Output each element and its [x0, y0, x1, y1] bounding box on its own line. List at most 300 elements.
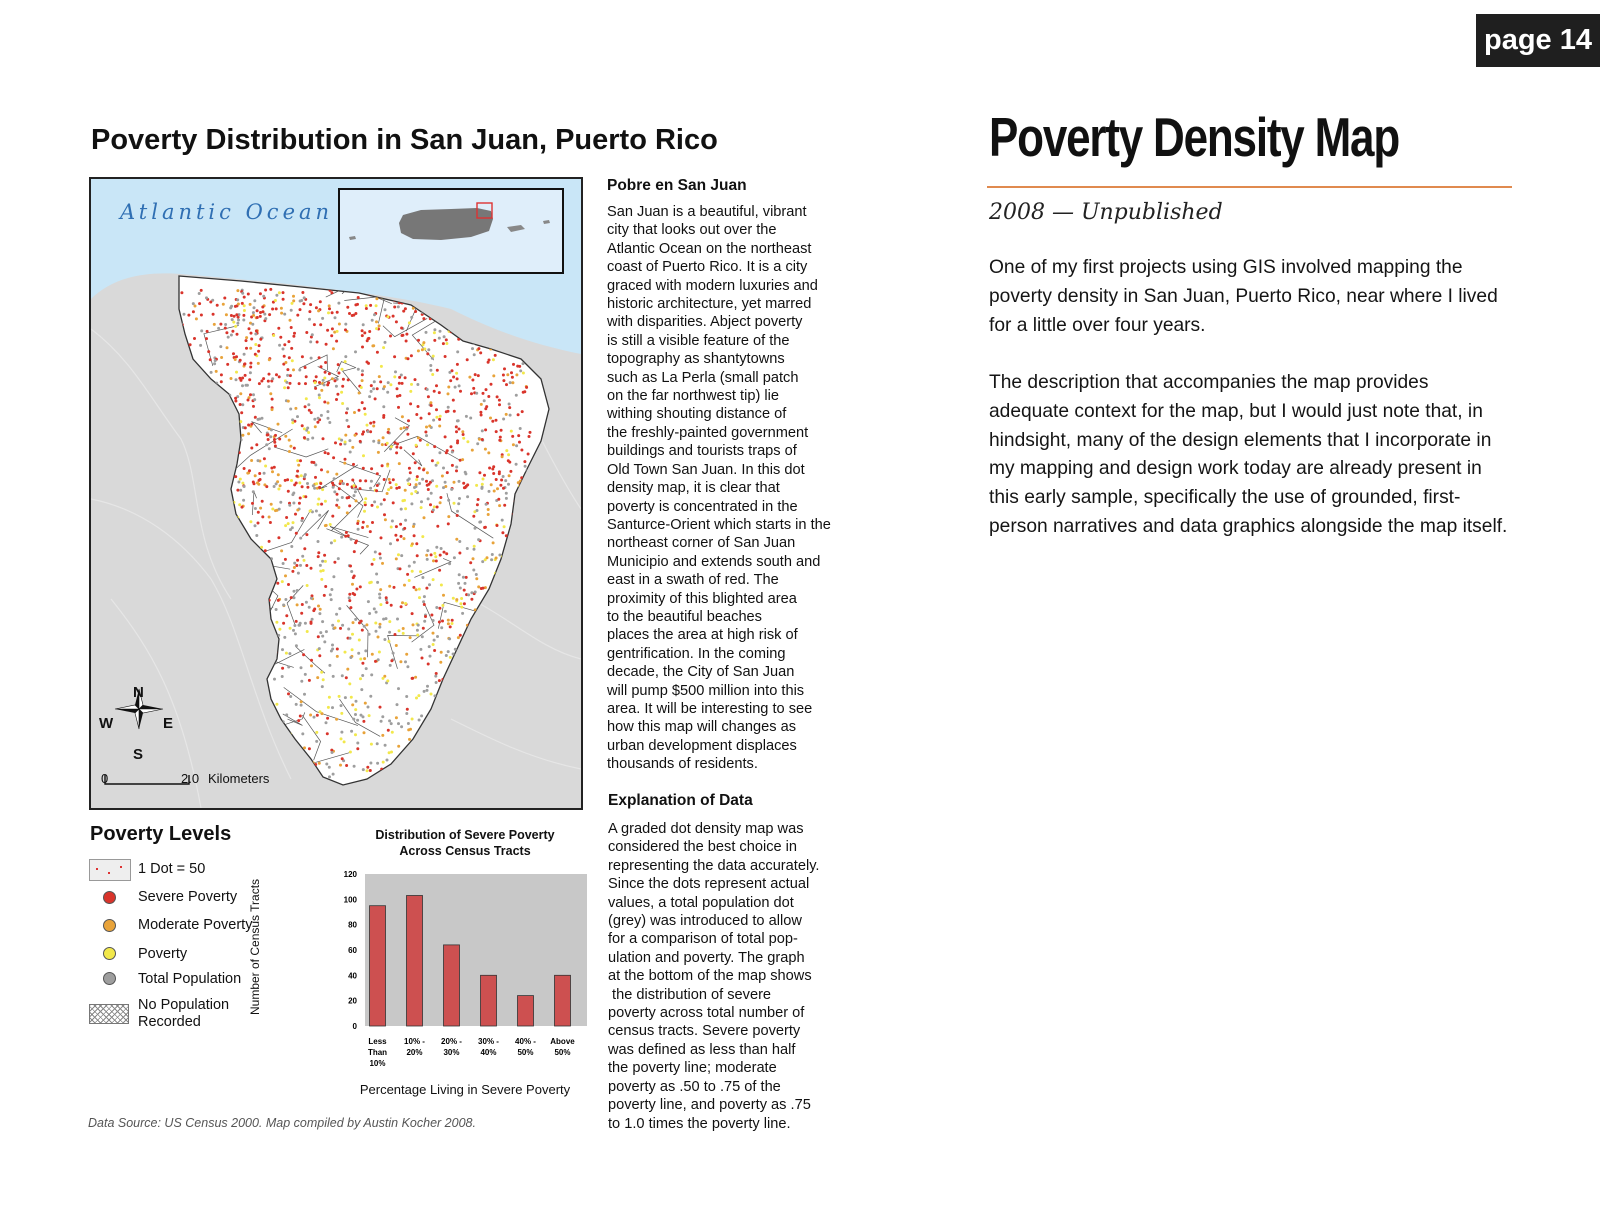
poverty-dot	[478, 471, 481, 474]
poverty-dot	[250, 561, 253, 564]
poverty-dot	[271, 508, 274, 511]
poverty-dot	[292, 502, 295, 505]
poverty-dot	[415, 542, 418, 545]
poverty-dot	[329, 523, 332, 526]
poverty-dot	[289, 445, 292, 448]
poverty-dot	[250, 586, 253, 589]
poverty-dot	[398, 376, 401, 379]
poverty-dot	[406, 573, 409, 576]
poverty-dot	[318, 647, 321, 650]
poverty-dot	[368, 330, 371, 333]
poverty-dot	[230, 377, 233, 380]
poverty-dot	[226, 363, 229, 366]
poverty-dot	[354, 312, 357, 315]
chart-y-axis-label: Number of Census Tracts	[248, 878, 262, 1015]
poverty-dot	[361, 369, 364, 372]
text-line: A graded dot density map was	[608, 821, 804, 837]
poverty-dot	[401, 415, 404, 418]
poverty-dot	[287, 340, 290, 343]
poverty-dot	[526, 500, 529, 503]
poverty-dot	[400, 759, 403, 762]
poverty-dot	[356, 747, 359, 750]
poverty-dot	[481, 483, 484, 486]
poverty-dot	[318, 514, 321, 517]
poverty-dot	[352, 484, 355, 487]
poverty-dot	[248, 327, 251, 330]
poverty-dot	[361, 674, 364, 677]
poverty-dot	[291, 359, 294, 362]
narrative-text	[607, 203, 867, 774]
poverty-dot	[370, 743, 373, 746]
poverty-dot	[389, 383, 392, 386]
poverty-dot	[325, 721, 328, 724]
poverty-dot	[404, 376, 407, 379]
poverty-dot	[235, 601, 238, 604]
poverty-dot	[278, 375, 281, 378]
poverty-dot	[241, 384, 244, 387]
poverty-dot	[318, 381, 321, 384]
poverty-dot	[492, 358, 495, 361]
poverty-dot	[326, 410, 329, 413]
poverty-dot	[245, 558, 248, 561]
poverty-dot	[359, 479, 362, 482]
poverty-dot	[524, 498, 527, 501]
poverty-dot	[290, 545, 293, 548]
y-tick-label: 60	[348, 946, 357, 955]
poverty-dot	[489, 599, 492, 602]
poverty-dot	[468, 681, 471, 684]
poverty-dot	[375, 489, 378, 492]
poverty-dot	[252, 490, 255, 493]
poverty-dot	[215, 370, 218, 373]
poverty-dot	[321, 560, 324, 563]
poverty-dot	[515, 495, 518, 498]
poverty-dot	[445, 410, 448, 413]
poverty-dot	[415, 697, 418, 700]
poverty-dot	[384, 744, 387, 747]
poverty-dot	[375, 787, 378, 790]
bar-5	[555, 975, 571, 1026]
poverty-dot	[290, 309, 293, 312]
poverty-dot	[440, 626, 443, 629]
poverty-dot	[512, 443, 515, 446]
poverty-dot	[344, 458, 347, 461]
poverty-dot	[273, 656, 276, 659]
poverty-dot	[423, 690, 426, 693]
poverty-dot	[197, 380, 200, 383]
poverty-dot	[277, 327, 280, 330]
poverty-dot	[474, 373, 477, 376]
poverty-dot	[343, 462, 346, 465]
poverty-dot	[393, 355, 396, 358]
poverty-dot	[452, 399, 455, 402]
legend-title: Poverty Levels	[90, 823, 232, 845]
poverty-dot	[455, 598, 458, 601]
poverty-dot	[522, 391, 525, 394]
poverty-dot	[447, 499, 450, 502]
poverty-dot	[309, 303, 312, 306]
poverty-dot	[337, 363, 340, 366]
poverty-dot	[319, 631, 322, 634]
tract-boundary	[163, 430, 182, 464]
poverty-dot	[234, 358, 237, 361]
poverty-dot	[286, 368, 289, 371]
poverty-dot	[191, 400, 194, 403]
poverty-dot	[405, 340, 408, 343]
poverty-dot	[505, 383, 508, 386]
poverty-dot	[257, 558, 260, 561]
poverty-dot	[444, 610, 447, 613]
poverty-dot	[292, 299, 295, 302]
poverty-dot	[473, 545, 476, 548]
poverty-dot	[421, 657, 424, 660]
poverty-dot	[287, 522, 290, 525]
poverty-dot	[488, 490, 491, 493]
poverty-dot	[432, 559, 435, 562]
section-heading-pobre: Pobre en San Juan	[607, 177, 747, 194]
poverty-dot	[306, 486, 309, 489]
poverty-dot	[354, 434, 357, 437]
poverty-dot	[462, 688, 465, 691]
poverty-dot	[529, 595, 532, 598]
compass-west-label: W	[99, 715, 114, 732]
poverty-dot	[318, 394, 321, 397]
poverty-dot	[208, 384, 211, 387]
poverty-dot	[287, 666, 290, 669]
poverty-swatch	[103, 947, 116, 960]
poverty-dot	[387, 428, 390, 431]
poverty-dot	[234, 325, 237, 328]
poverty-dot	[301, 732, 304, 735]
poverty-dot	[338, 695, 341, 698]
poverty-dot	[354, 490, 357, 493]
poverty-dot	[470, 598, 473, 601]
poverty-dot	[468, 649, 471, 652]
poverty-dot	[431, 754, 434, 757]
poverty-dot	[261, 515, 264, 518]
poverty-dot	[278, 344, 281, 347]
poverty-dot	[432, 619, 435, 622]
poverty-dot	[527, 548, 530, 551]
poverty-dot	[331, 624, 334, 627]
poverty-dot	[322, 569, 325, 572]
poverty-dot	[444, 481, 447, 484]
poverty-dot	[322, 437, 325, 440]
poverty-dot	[334, 379, 337, 382]
poverty-dot	[237, 442, 240, 445]
poverty-dot	[412, 586, 415, 589]
poverty-dot	[299, 497, 302, 500]
poverty-dot	[430, 492, 433, 495]
poverty-dot	[501, 455, 504, 458]
poverty-dot	[420, 506, 423, 509]
poverty-dot	[508, 403, 511, 406]
poverty-dot	[389, 335, 392, 338]
poverty-dot	[314, 425, 317, 428]
poverty-dot	[361, 373, 364, 376]
poverty-dot	[334, 626, 337, 629]
poverty-dot	[189, 343, 192, 346]
poverty-dot	[293, 590, 296, 593]
poverty-dot	[498, 554, 501, 557]
poverty-dot	[436, 525, 439, 528]
poverty-dot	[191, 371, 194, 374]
bar-2	[444, 945, 460, 1026]
poverty-dot	[252, 314, 255, 317]
poverty-dot	[436, 506, 439, 509]
poverty-dot	[454, 665, 457, 668]
poverty-dot	[495, 557, 498, 560]
poverty-dot	[480, 414, 483, 417]
poverty-dot	[232, 435, 235, 438]
poverty-dot	[261, 657, 264, 660]
poverty-dot	[494, 623, 497, 626]
poverty-dot	[497, 498, 500, 501]
poverty-dot	[354, 303, 357, 306]
poverty-dot	[408, 579, 411, 582]
poverty-dot	[274, 728, 277, 731]
poverty-dot	[344, 434, 347, 437]
poverty-dot	[396, 703, 399, 706]
poverty-dot	[509, 381, 512, 384]
poverty-dot	[382, 416, 385, 419]
poverty-dot	[493, 595, 496, 598]
poverty-dot	[376, 387, 379, 390]
poverty-dot	[392, 478, 395, 481]
poverty-dot	[371, 563, 374, 566]
poverty-dot	[294, 513, 297, 516]
poverty-dot	[321, 685, 324, 688]
poverty-dot	[268, 373, 271, 376]
poverty-dot	[293, 624, 296, 627]
poverty-dot	[470, 627, 473, 630]
poverty-dot	[344, 323, 347, 326]
poverty-dot	[384, 518, 387, 521]
poverty-dot	[345, 531, 348, 534]
poverty-dot	[485, 388, 488, 391]
poverty-dot	[352, 718, 355, 721]
poverty-dot	[275, 703, 278, 706]
poverty-dot	[461, 326, 464, 329]
poverty-dot	[486, 627, 489, 630]
poverty-dot	[324, 500, 327, 503]
poverty-dot	[420, 417, 423, 420]
poverty-dot	[336, 493, 339, 496]
text-line: topography as shantytowns	[607, 351, 785, 368]
poverty-dot	[308, 409, 311, 412]
poverty-dot	[382, 405, 385, 408]
poverty-dot	[349, 656, 352, 659]
poverty-dot	[477, 347, 480, 350]
poverty-dot	[351, 633, 354, 636]
poverty-dot	[429, 655, 432, 658]
poverty-dot	[250, 559, 253, 562]
poverty-dot	[439, 330, 442, 333]
poverty-dot	[447, 622, 450, 625]
poverty-dot	[348, 439, 351, 442]
text-line: representing the data accurately.	[608, 857, 820, 874]
poverty-dot	[470, 765, 473, 768]
poverty-dot	[330, 541, 333, 544]
poverty-dot	[474, 777, 477, 780]
y-tick-label: 40	[348, 971, 357, 981]
poverty-dot	[325, 630, 328, 633]
poverty-dot	[370, 673, 373, 676]
poverty-dot	[254, 557, 257, 560]
poverty-dot	[528, 483, 531, 486]
poverty-dot	[247, 574, 250, 577]
poverty-dot	[201, 383, 204, 386]
poverty-dot	[333, 539, 336, 542]
poverty-dot	[361, 662, 364, 665]
poverty-dot	[272, 334, 275, 337]
poverty-dot	[289, 374, 292, 377]
poverty-dot	[458, 480, 461, 483]
poverty-dot	[442, 486, 445, 489]
poverty-dot	[328, 664, 331, 667]
poverty-dot	[362, 430, 365, 433]
poverty-dot	[326, 470, 329, 473]
poverty-dot	[423, 595, 426, 598]
poverty-dot	[421, 576, 424, 579]
poverty-dot	[502, 418, 505, 421]
poverty-dot	[373, 500, 376, 503]
poverty-dot	[294, 632, 297, 635]
poverty-dot	[359, 440, 362, 443]
poverty-dot	[272, 770, 275, 773]
poverty-dot	[395, 557, 398, 560]
chart-x-axis-label: Percentage Living in Severe Poverty	[359, 1082, 571, 1097]
map-canvas	[91, 179, 581, 808]
poverty-dot	[306, 427, 309, 430]
poverty-dot	[410, 502, 413, 505]
poverty-dot	[435, 416, 438, 419]
poverty-dot	[296, 603, 299, 606]
poverty-dot	[268, 427, 271, 430]
poverty-dot	[389, 481, 392, 484]
poverty-dot	[391, 520, 394, 523]
poverty-dot	[415, 483, 418, 486]
poverty-dot	[260, 629, 263, 632]
poverty-dot	[528, 572, 531, 575]
poverty-dot	[265, 710, 268, 713]
poverty-dot	[511, 381, 514, 384]
poverty-dot	[457, 636, 460, 639]
poverty-dot	[249, 520, 252, 523]
poverty-dot	[364, 497, 367, 500]
poverty-dot	[335, 398, 338, 401]
poverty-dot	[441, 475, 444, 478]
poverty-dot	[351, 446, 354, 449]
poverty-dot	[340, 712, 343, 715]
poverty-dot	[438, 621, 441, 624]
poverty-dot	[447, 406, 450, 409]
poverty-dot	[505, 534, 508, 537]
poverty-dot	[455, 372, 458, 375]
poverty-dot	[400, 427, 403, 430]
poverty-dot	[304, 382, 307, 385]
poverty-dot	[277, 599, 280, 602]
poverty-dot	[198, 302, 201, 305]
poverty-dot	[427, 497, 430, 500]
poverty-dot	[402, 627, 405, 630]
poverty-dot	[354, 713, 357, 716]
poverty-dot	[250, 581, 253, 584]
poverty-dot	[408, 467, 411, 470]
poverty-dot	[435, 546, 438, 549]
text-line: east in a swath of red. The	[607, 572, 779, 589]
poverty-dot	[424, 615, 427, 618]
poverty-dot	[428, 722, 431, 725]
poverty-dot	[461, 458, 464, 461]
text-line: proximity of this blighted area	[607, 590, 797, 607]
poverty-dot	[441, 604, 444, 607]
poverty-dot	[456, 514, 459, 517]
poverty-dot	[362, 720, 365, 723]
tract-boundary	[201, 431, 220, 481]
poverty-dot	[430, 308, 433, 311]
poverty-dot	[482, 392, 485, 395]
poverty-dot	[312, 461, 315, 464]
poverty-dot	[282, 562, 285, 565]
poverty-dot	[200, 289, 203, 292]
poverty-dot	[400, 327, 403, 330]
poverty-dot	[413, 561, 416, 564]
poverty-dot	[306, 630, 309, 633]
poverty-dot	[471, 625, 474, 628]
poverty-dot	[407, 357, 410, 360]
poverty-dot	[350, 570, 353, 573]
poverty-dot	[331, 751, 334, 754]
poverty-dot	[330, 334, 333, 337]
poverty-dot	[341, 757, 344, 760]
poverty-dot	[493, 600, 496, 603]
poverty-dot	[361, 346, 364, 349]
poverty-dot	[406, 433, 409, 436]
page-subtitle: 2008 — Unpublished	[989, 200, 1223, 225]
poverty-dot	[349, 751, 352, 754]
poverty-dot	[277, 473, 280, 476]
poverty-dot	[477, 374, 480, 377]
poverty-dot	[440, 651, 443, 654]
poverty-dot	[368, 633, 371, 636]
text-line: Since the dots represent actual	[608, 876, 810, 893]
poverty-dot	[368, 714, 371, 717]
poverty-dot	[366, 769, 369, 772]
poverty-dot	[222, 303, 225, 306]
poverty-dot	[283, 343, 286, 346]
poverty-dot	[284, 598, 287, 601]
poverty-dot	[461, 430, 464, 433]
poverty-dot	[485, 503, 488, 506]
poverty-dot	[258, 572, 261, 575]
text-line: Old Town San Juan. In this dot	[607, 461, 805, 478]
poverty-dot	[301, 355, 304, 358]
poverty-dot	[259, 292, 262, 295]
poverty-dot	[366, 525, 369, 528]
poverty-dot	[489, 417, 492, 420]
poverty-dot	[333, 490, 336, 493]
poverty-dot	[344, 651, 347, 654]
poverty-dot	[397, 745, 400, 748]
poverty-dot	[525, 386, 528, 389]
poverty-dot	[488, 467, 491, 470]
poverty-dot	[378, 552, 381, 555]
poverty-dot	[275, 373, 278, 376]
poverty-dot	[250, 423, 253, 426]
poverty-dot	[422, 468, 425, 471]
poverty-dot	[300, 519, 303, 522]
